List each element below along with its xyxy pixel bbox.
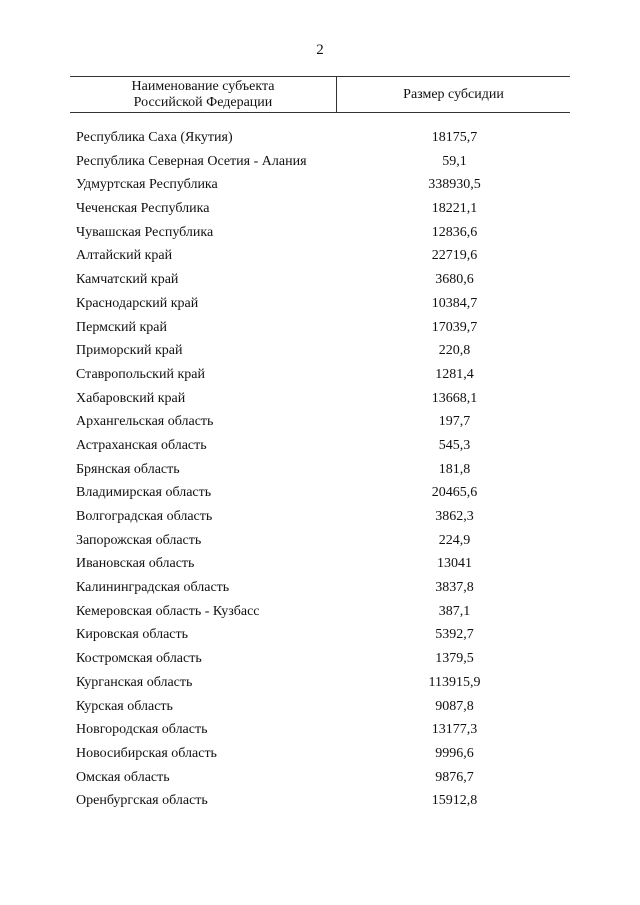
subsidy-amount-cell: 3680,6	[435, 272, 474, 288]
page-number: 2	[316, 42, 324, 58]
subject-name-cell: Курганская область	[76, 674, 193, 690]
table-row	[0, 695, 640, 719]
subject-name-cell: Удмуртская Республика	[76, 177, 218, 193]
table-row	[0, 126, 640, 150]
table-row	[0, 410, 640, 434]
subsidy-amount-cell: 1281,4	[435, 366, 474, 382]
subject-name-cell: Камчатский край	[76, 272, 179, 288]
subsidy-amount-cell: 10384,7	[431, 295, 478, 311]
subject-name-cell: Волгоградская область	[76, 509, 213, 524]
subsidy-amount-cell: 17039,7	[431, 319, 478, 335]
subject-name-cell: Кемеровская область - Кузбасс	[76, 603, 260, 619]
table-row	[0, 363, 640, 387]
subject-name-cell: Омская область	[76, 769, 170, 785]
subject-name-cell: Хабаровский край	[76, 390, 186, 406]
subject-name-cell: Астраханская область	[76, 437, 207, 453]
table-row	[0, 623, 640, 647]
subsidy-amount-cell: 18175,7	[431, 130, 478, 145]
subject-name-cell: Пермский край	[76, 319, 167, 335]
subsidy-amount-cell: 220,8	[438, 343, 471, 359]
header-subject-name-line1: Наименование субъекта	[131, 78, 275, 94]
table-row	[0, 434, 640, 458]
subject-name-cell: Чувашская Республика	[76, 224, 214, 240]
table-row	[0, 600, 640, 624]
table-row	[0, 173, 640, 197]
header-subject-name	[70, 77, 337, 112]
table-row	[0, 244, 640, 268]
subsidy-amount-cell: 9996,6	[435, 745, 474, 761]
table-row	[0, 197, 640, 221]
table-row	[0, 529, 640, 553]
table-row	[0, 742, 640, 766]
subsidy-amount-cell: 59,1	[442, 153, 467, 169]
table-row	[0, 268, 640, 292]
subject-name-cell: Брянская область	[76, 461, 180, 477]
subject-name-cell: Новгородская область	[76, 722, 208, 738]
table-row	[0, 458, 640, 482]
subject-name-cell: Новосибирская область	[76, 745, 217, 761]
subject-name-cell: Краснодарский край	[76, 295, 199, 311]
subject-name-cell: Запорожская область	[76, 532, 202, 548]
subsidy-amount-cell: 545,3	[438, 437, 471, 453]
header-subject-name-line2: Российской Федерации	[133, 94, 273, 110]
header-subsidy-amount: Размер субсидии	[403, 86, 504, 102]
subsidy-amount-cell: 197,7	[438, 414, 471, 430]
table-row	[0, 552, 640, 576]
table-row	[0, 576, 640, 600]
table-header	[70, 76, 570, 113]
subject-name-cell: Архангельская область	[76, 414, 214, 430]
subsidy-amount-cell: 5392,7	[435, 627, 474, 643]
subsidy-amount-cell: 12836,6	[431, 224, 478, 240]
table-row	[0, 339, 640, 363]
table-row	[0, 789, 640, 813]
subject-name-cell: Калининградская область	[76, 580, 230, 596]
table-row	[0, 292, 640, 316]
subsidy-amount-cell: 22719,6	[431, 248, 478, 264]
subject-name-cell: Республика Северная Осетия - Алания	[76, 153, 307, 169]
subject-name-cell: Чеченская Республика	[76, 201, 210, 217]
subsidy-amount-cell: 3862,3	[435, 509, 474, 524]
subsidy-amount-cell: 113915,9	[428, 674, 481, 690]
subsidy-amount-cell: 18221,1	[431, 201, 478, 217]
subsidy-amount-cell: 20465,6	[431, 485, 478, 501]
subsidy-amount-cell: 338930,5	[428, 177, 481, 193]
subsidy-amount-cell: 3837,8	[435, 580, 474, 596]
subject-name-cell: Ивановская область	[76, 556, 195, 572]
subsidy-amount-cell: 387,1	[438, 603, 471, 619]
table-row	[0, 387, 640, 411]
subject-name-cell: Ставропольский край	[76, 366, 205, 382]
subject-name-cell: Алтайский край	[76, 248, 173, 264]
table-row	[0, 766, 640, 790]
subsidy-amount-cell: 224,9	[438, 532, 471, 548]
subsidy-amount-cell: 15912,8	[431, 793, 478, 809]
subject-name-cell: Владимирская область	[76, 485, 212, 501]
subject-name-cell: Курская область	[76, 698, 173, 714]
subsidy-amount-cell: 9876,7	[435, 769, 474, 785]
table-row	[0, 316, 640, 340]
subsidy-amount-cell: 13668,1	[431, 390, 478, 406]
table-row	[0, 718, 640, 742]
subject-name-cell: Кировская область	[76, 627, 189, 643]
subsidy-amount-cell: 13177,3	[431, 722, 478, 738]
table-row	[0, 481, 640, 505]
subject-name-cell: Республика Саха (Якутия)	[76, 130, 233, 145]
subject-name-cell: Оренбургская область	[76, 793, 208, 809]
subsidy-amount-cell: 9087,8	[435, 698, 474, 714]
subject-name-cell: Костромская область	[76, 651, 202, 667]
subsidy-amount-cell: 181,8	[438, 461, 471, 477]
subject-name-cell: Приморский край	[76, 343, 183, 359]
table-row	[0, 671, 640, 695]
subsidy-amount-cell: 13041	[437, 556, 472, 572]
table-body	[0, 126, 640, 813]
table-row	[0, 221, 640, 245]
subsidy-amount-cell: 1379,5	[435, 651, 474, 667]
table-row	[0, 150, 640, 174]
table-row	[0, 505, 640, 529]
table-row	[0, 647, 640, 671]
